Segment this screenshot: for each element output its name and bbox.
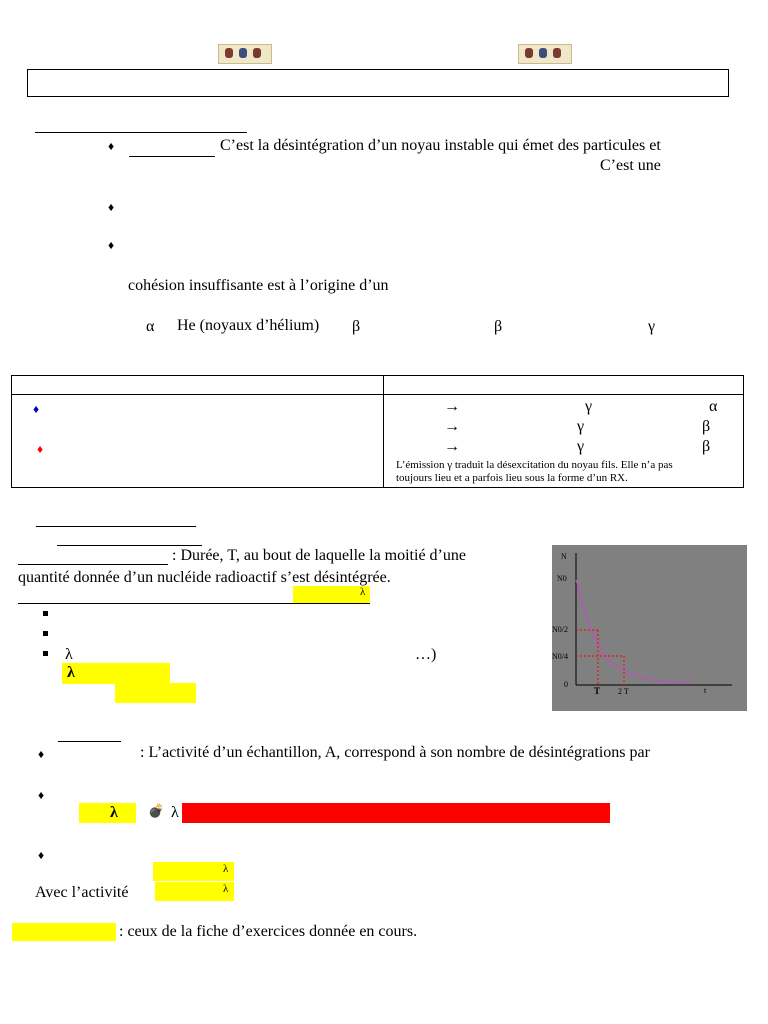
decay-graph-svg [552,545,747,711]
highlight-yellow [62,663,170,684]
alpha-symbol: α [146,318,155,335]
graph-y-tick: N0/2 [552,625,568,634]
gamma-symbol: γ [648,318,656,335]
table-gamma: γ [577,438,585,455]
lambda-symbol: λ [67,664,75,681]
lambda-symbol: λ [65,646,73,663]
table-gamma: γ [585,398,593,415]
table-gamma: γ [577,418,585,435]
bullet-diamond: ♦ [108,238,115,252]
half-life-definition-2: quantité donnée d’un nucléide radioactif s’est désintégrée. [18,569,391,586]
highlight-red [182,803,610,823]
lambda-symbol: λ [171,804,179,821]
highlight-yellow [79,803,136,823]
highlight-yellow [153,862,234,881]
section-heading-blank [35,131,247,133]
half-life-definition: : Durée, T, au bout de laquelle la moitié d’une [172,547,466,564]
definition-line: C’est la désintégration d’un noyau instable qui émet des particules et [220,137,661,154]
bullet-diamond: ♦ [108,200,115,214]
graph-y-tick: N0/4 [552,652,568,661]
highlight-yellow [293,586,370,603]
activity-definition: : L’activité d’un échantillon, A, correspond à son nombre de désintégrations par [140,744,650,761]
beta-symbol: β [352,318,361,335]
decay-graph [552,545,747,711]
bullet-diamond: ♦ [108,139,115,153]
exercises-text: : ceux de la fiche d’exercices donnée en cours. [119,923,418,940]
table-note-line: L’émission γ traduit la désexcitation du noyau fils. Elle n’a pas [396,459,673,471]
table-particle: α [709,398,718,415]
title-box [27,69,729,97]
activity-label: Avec l’activité [35,884,129,901]
lambda-symbol: λ [223,883,229,895]
lambda-symbol: λ [223,863,229,875]
beta-symbol: β [494,318,503,335]
diamond-red-icon: ♦ [37,442,44,456]
graph-x-tick: T [594,686,601,696]
highlight-yellow [115,683,196,703]
graph-y-label: N [561,552,567,561]
helium-text: He (noyaux d’hélium) [177,317,320,334]
bullet-diamond: ♦ [38,788,45,802]
logo-right [518,44,572,64]
graph-y-tick: N0 [557,574,567,583]
ellipsis-text: …) [415,646,437,663]
section-heading-blank [36,525,196,527]
bomb-icon: 💣 [148,803,165,818]
bullet-diamond: ♦ [38,848,45,862]
lambda-symbol: λ [360,586,366,598]
square-bullet-icon [43,611,48,616]
cohesion-text: cohésion insuffisante est à l’origine d’un [128,277,389,294]
square-bullet-icon [43,651,48,656]
section-heading-blank [58,740,121,742]
lambda-symbol: λ [110,804,118,821]
highlight-yellow [12,923,116,941]
graph-background [552,545,747,711]
subheading-blank [57,544,202,546]
logo-left [218,44,272,64]
table-note-line: toujours lieu et a parfois lieu sous la forme d’un RX. [396,472,628,484]
graph-y-tick: 0 [564,680,568,689]
graph-x-label: t [704,686,707,695]
graph-x-tick: 2 T [618,687,629,696]
table-particle: β [702,418,711,435]
table-arrow: → [444,438,460,455]
table-header-row [12,376,744,395]
term-blank [129,155,215,157]
diamond-blue-icon: ♦ [33,402,40,416]
table-arrow: → [444,418,460,435]
term-blank [18,563,168,565]
bullet-diamond: ♦ [38,747,45,761]
definition-line-2: C’est une [600,157,661,174]
table-arrow: → [444,398,460,415]
radiation-table [11,375,744,488]
table-particle: β [702,438,711,455]
table-row [12,395,744,488]
square-bullet-icon [43,631,48,636]
